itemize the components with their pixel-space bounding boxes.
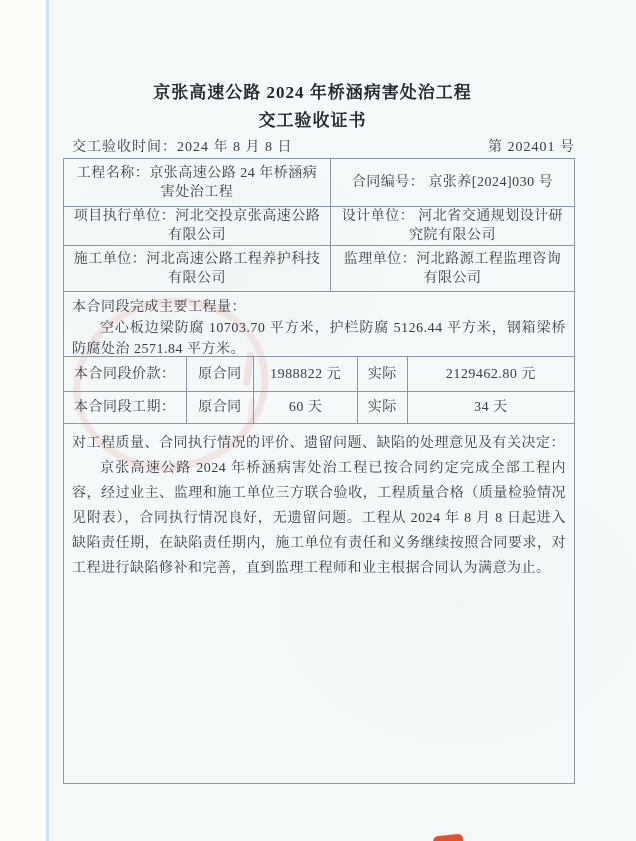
- certificate-table: [63, 158, 575, 784]
- row-units-1: [64, 206, 574, 245]
- document-title-line1: 京张高速公路 2024 年桥涵病害处治工程: [153, 83, 472, 102]
- certificate-sheet: [49, 0, 636, 841]
- price-actual-label-cell: 实际: [357, 357, 407, 391]
- scanner-margin-strip: [0, 0, 46, 841]
- evaluation-body: 京张高速公路 2024 年桥涵病害处治工程已按合同约定完成全部工程内容，经过业主、监理和施工单位三方联合验收，工程质量合格（质量检验情况见附表），合同执行情况良好，无遗留问题。工程从 2024 年 8 月 8 日起进入缺陷责任期，在缺陷责任期内，施工单位有责任和义务继续按照合同要求，对工程进行缺陷修补和完善，直到监理工程师和业主根据合同认为满意为止。: [72, 461, 566, 576]
- duration-actual-label-cell: 实际: [357, 392, 407, 423]
- meta-row: [63, 136, 575, 156]
- main-quantities-detail: 空心板边梁防腐 10703.70 平方米，护栏防腐 5126.44 平方米，钢箱梁桥防腐处治 2571.84 平方米。: [72, 321, 566, 357]
- main-quantities-cell: [64, 292, 574, 356]
- contract-number-text: 合同编号： 京张养[2024]030 号: [351, 175, 554, 190]
- duration-original-value-cell: 60 天: [253, 392, 357, 423]
- price-original-value-cell: 1988822 元: [253, 357, 357, 391]
- supervision-unit-cell: [330, 246, 574, 291]
- project-name-cell: [64, 159, 330, 206]
- bottom-stamp-fragment: [433, 833, 464, 841]
- construction-unit-text: 施工单位：河北高速公路工程养护科技有限公司: [73, 251, 321, 286]
- row-contract-duration: [64, 391, 574, 423]
- row-project-name: [64, 159, 574, 206]
- row-main-quantities: [64, 291, 574, 356]
- evaluation-cell: [64, 424, 574, 783]
- construction-unit-cell: [64, 246, 330, 291]
- acceptance-time: 交工验收时间：2024 年 8 月 8 日: [72, 140, 293, 155]
- price-original-label-cell: 原合同: [186, 357, 254, 391]
- certificate-number: 第 202401 号: [488, 140, 575, 155]
- price-label-cell: 本合同段价款：: [74, 366, 176, 382]
- supervision-unit-text: 监理单位：河北路源工程监理咨询有限公司: [343, 251, 562, 286]
- project-name-text: 工程名称：京张高速公路 24 年桥涵病害处治工程: [76, 165, 318, 200]
- design-unit-cell: [330, 207, 574, 245]
- row-units-2: [64, 245, 574, 291]
- document-title-line2: 交工验收证书: [258, 111, 367, 130]
- duration-original-label-cell: 原合同: [186, 392, 254, 423]
- design-unit-text: 设计单位： 河北省交通规划设计研究院有限公司: [341, 209, 564, 243]
- price-actual-value-cell: 2129462.80 元: [407, 357, 574, 391]
- duration-label-cell: 本合同段工期：: [74, 400, 176, 415]
- contract-number-cell: [330, 159, 574, 206]
- row-evaluation: [64, 423, 574, 783]
- executing-unit-cell: [64, 207, 330, 245]
- duration-actual-value-cell: 34 天: [407, 392, 574, 423]
- row-contract-price: [64, 356, 574, 391]
- main-quantities-label: 本合同段完成主要工程量：: [72, 300, 246, 315]
- executing-unit-text: 项目执行单位：河北交投京张高速公路有限公司: [73, 209, 321, 243]
- evaluation-heading: 对工程质量、合同执行情况的评价、遗留问题、缺陷的处理意见及有关决定：: [72, 436, 565, 451]
